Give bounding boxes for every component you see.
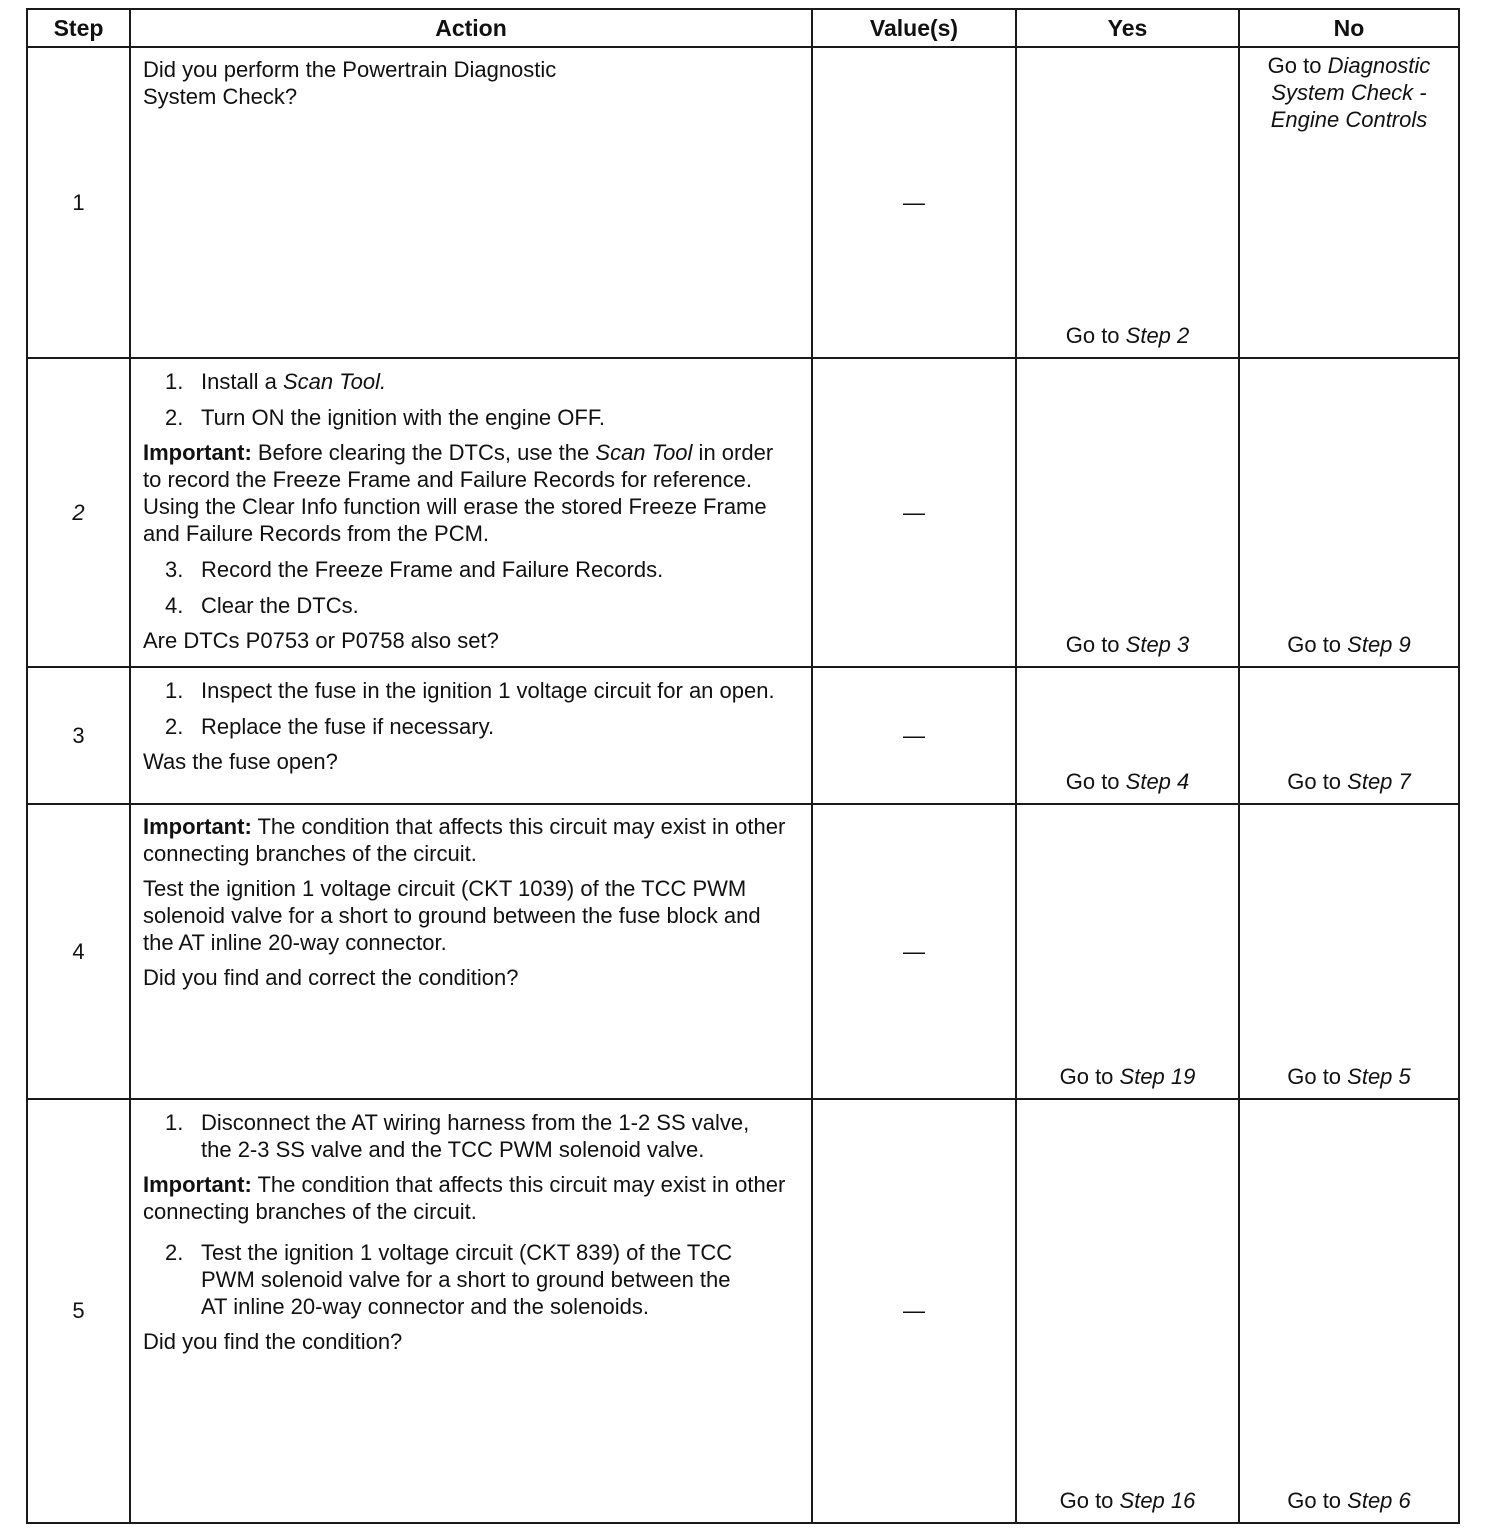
yes-cell: [1016, 358, 1239, 667]
action-question: Did you find and correct the condition?: [143, 965, 519, 990]
header-step: Step: [27, 9, 130, 47]
table-row-step-1: [27, 47, 1459, 358]
list-text: Record the Freeze Frame and Failure Records.: [201, 557, 664, 582]
list-item: [165, 677, 797, 704]
list-item: [165, 1109, 797, 1163]
important-text: in order to record the Freeze Frame and Failure Records for reference. Using the Clear Info function will erase the stored Freeze Frame and Failure Records from the PCM.: [143, 440, 774, 546]
action-question: Was the fuse open?: [143, 749, 338, 774]
step-number: 1: [27, 47, 130, 358]
yes-step-link[interactable]: Step 19: [1119, 1064, 1196, 1089]
yes-cell: [1016, 1099, 1239, 1523]
no-cell: [1239, 667, 1459, 804]
no-prefix: Go to: [1287, 1064, 1348, 1089]
list-text: Disconnect the AT wiring harness from the 1-2 SS valve, the 2-3 SS valve and the TCC PWM solenoid valve.: [201, 1110, 750, 1162]
action-body: Test the ignition 1 voltage circuit (CKT 1039) of the TCC PWM solenoid valve for a short to ground between the fuse block and the AT inline 20-way connector.: [143, 876, 761, 955]
no-prefix: Go to: [1287, 632, 1348, 657]
yes-cell: [1016, 667, 1239, 804]
important-text: The condition that affects this circuit may exist in other connecting branches of the circuit.: [143, 814, 786, 866]
action-cell: [130, 358, 812, 667]
list-number: 2.: [165, 714, 184, 739]
list-text-emphasis: Scan Tool.: [282, 369, 387, 394]
yes-prefix: Go to: [1059, 1488, 1120, 1513]
step-number: 2: [27, 358, 130, 667]
diagnostic-table: [26, 8, 1460, 1524]
list-number: 1.: [165, 1110, 184, 1135]
yes-step-link[interactable]: Step 2: [1125, 323, 1190, 348]
step-number: 4: [27, 804, 130, 1099]
list-item: [165, 1239, 797, 1320]
action-question: Did you find the condition?: [143, 1329, 403, 1354]
important-note: [143, 439, 797, 547]
important-label: Important:: [143, 1172, 252, 1197]
no-step-link[interactable]: Step 5: [1347, 1064, 1411, 1089]
list-item: [165, 404, 797, 431]
no-prefix: Go to: [1287, 769, 1348, 794]
important-note: [143, 813, 797, 867]
action-cell: [130, 667, 812, 804]
list-item: [165, 592, 797, 619]
list-text: Turn ON the ignition with the engine OFF.: [201, 405, 605, 430]
list-text: Clear the DTCs.: [201, 593, 359, 618]
no-step-link[interactable]: Diagnostic System Check - Engine Controls: [1270, 53, 1431, 132]
table-row-step-4: [27, 804, 1459, 1099]
value-cell: —: [812, 47, 1016, 358]
yes-prefix: Go to: [1065, 323, 1126, 348]
important-text: Before clearing the DTCs, use the: [251, 440, 596, 465]
action-cell: [130, 1099, 812, 1523]
list-text: Inspect the fuse in the ignition 1 voltage circuit for an open.: [201, 678, 775, 703]
list-number: 2.: [165, 405, 184, 430]
no-cell: [1239, 47, 1459, 358]
yes-prefix: Go to: [1065, 769, 1126, 794]
important-label: Important:: [143, 440, 252, 465]
header-action: Action: [130, 9, 812, 47]
header-no: No: [1239, 9, 1459, 47]
no-step-link[interactable]: Step 7: [1347, 769, 1411, 794]
no-cell: [1239, 358, 1459, 667]
no-step-link[interactable]: Step 6: [1347, 1488, 1411, 1513]
table-row-step-3: [27, 667, 1459, 804]
action-question: Did you perform the Powertrain Diagnostic System Check?: [143, 57, 557, 109]
no-prefix: Go to: [1267, 53, 1328, 78]
list-number: 4.: [165, 593, 184, 618]
step-number: 5: [27, 1099, 130, 1523]
value-cell: —: [812, 1099, 1016, 1523]
table-row-step-5: [27, 1099, 1459, 1523]
action-cell: [130, 47, 812, 358]
yes-prefix: Go to: [1059, 1064, 1120, 1089]
important-emphasis: Scan Tool: [595, 440, 693, 465]
list-item: [165, 368, 797, 395]
list-item: [165, 556, 797, 583]
list-number: 2.: [165, 1240, 184, 1265]
list-number: 3.: [165, 557, 184, 582]
value-cell: —: [812, 667, 1016, 804]
list-text: Test the ignition 1 voltage circuit (CKT 839) of the TCC PWM solenoid valve for a short to ground between the AT inline 20-way connector and the solenoids.: [201, 1240, 733, 1319]
no-step-link[interactable]: Step 9: [1347, 632, 1411, 657]
header-values: Value(s): [812, 9, 1016, 47]
important-label: Important:: [143, 814, 252, 839]
no-cell: [1239, 804, 1459, 1099]
yes-cell: [1016, 804, 1239, 1099]
yes-step-link[interactable]: Step 4: [1125, 769, 1190, 794]
table-header-row: [27, 9, 1459, 47]
yes-prefix: Go to: [1065, 632, 1126, 657]
important-note: [143, 1171, 797, 1225]
action-question: Are DTCs P0753 or P0758 also set?: [143, 628, 499, 653]
list-text: Install a: [201, 369, 283, 394]
step-number: 3: [27, 667, 130, 804]
yes-step-link[interactable]: Step 16: [1119, 1488, 1196, 1513]
list-item: [165, 713, 797, 740]
header-yes: Yes: [1016, 9, 1239, 47]
important-text: The condition that affects this circuit may exist in other connecting branches of the circuit.: [143, 1172, 786, 1224]
diagnostic-table-sheet: [26, 8, 1460, 1524]
list-number: 1.: [165, 369, 184, 394]
value-cell: —: [812, 804, 1016, 1099]
list-text: Replace the fuse if necessary.: [201, 714, 495, 739]
action-cell: [130, 804, 812, 1099]
value-cell: —: [812, 358, 1016, 667]
no-prefix: Go to: [1287, 1488, 1348, 1513]
table-row-step-2: [27, 358, 1459, 667]
no-cell: [1239, 1099, 1459, 1523]
yes-cell: [1016, 47, 1239, 358]
list-number: 1.: [165, 678, 184, 703]
yes-step-link[interactable]: Step 3: [1125, 632, 1190, 657]
